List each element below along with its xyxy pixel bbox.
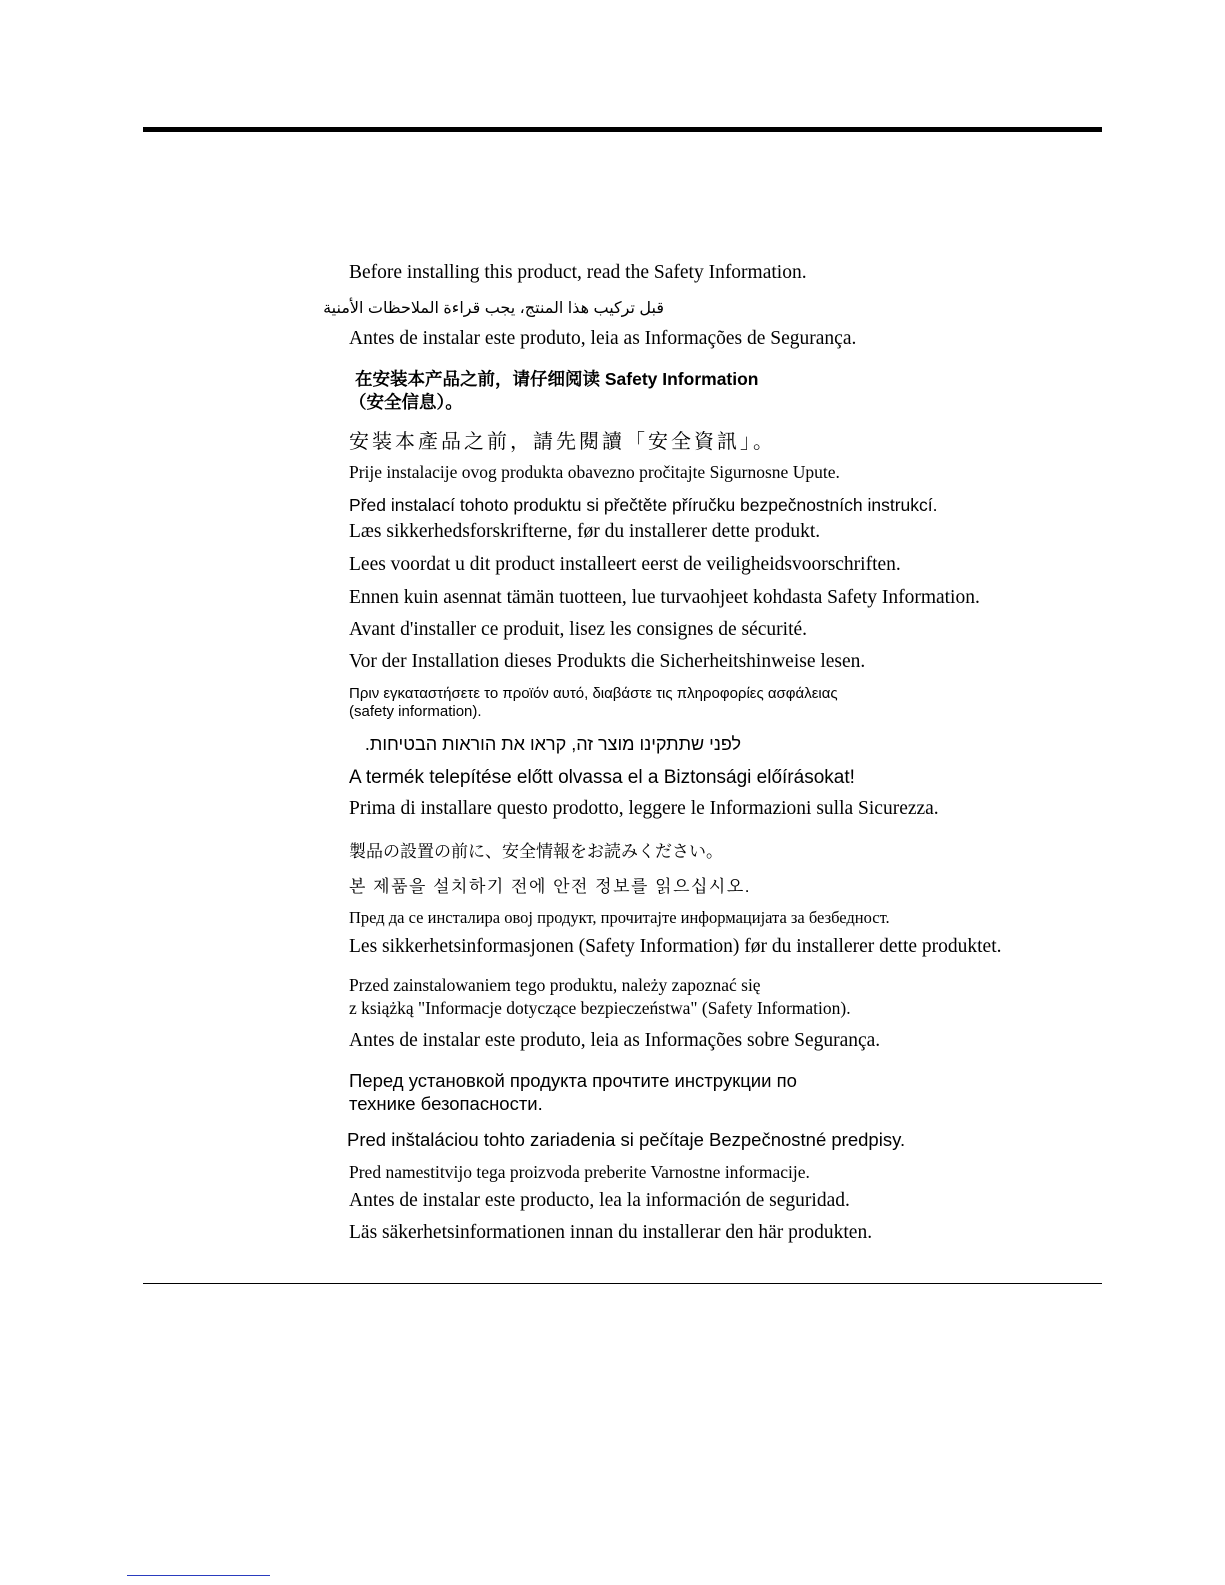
- safety-line-english: Before installing this product, read the Safety Information.: [349, 262, 807, 283]
- safety-line-portuguese: Antes de instalar este produto, leia as Informações sobre Segurança.: [349, 1030, 881, 1051]
- safety-line-greek-2: (safety information).: [349, 703, 482, 720]
- safety-line-dutch: Lees voordat u dit product installeert eerst de veiligheidsvoorschriften.: [349, 554, 901, 575]
- safety-line-chinese-simplified-2: （安全信息）。: [349, 392, 463, 412]
- safety-line-russian-2: технике безопасности.: [349, 1093, 543, 1114]
- safety-line-macedonian: Пред да се инсталира овој продукт, прочитајте информацијата за безбедност.: [349, 908, 890, 927]
- safety-line-polish-2: z książką "Informacje dotyczące bezpieczeństwa" (Safety Information).: [349, 998, 851, 1018]
- safety-line-croatian: Prije instalacije ovog produkta obavezno pročitajte Sigurnosne Upute.: [349, 462, 840, 482]
- safety-line-japanese: 製品の設置の前に、安全情報をお読みください。: [349, 842, 723, 861]
- safety-line-norwegian: Les sikkerhetsinformasjonen (Safety Information) før du installerer dette produktet.: [349, 936, 1002, 957]
- safety-line-korean: 본 제품을 설치하기 전에 안전 정보를 읽으십시오.: [349, 877, 752, 896]
- safety-line-swedish: Läs säkerhetsinformationen innan du installerar den här produkten.: [349, 1222, 873, 1243]
- safety-line-russian-1: Перед установкой продукта прочтите инструкции по: [349, 1070, 797, 1091]
- safety-line-slovenian: Pred namestitvijo tega proizvoda preberite Varnostne informacije.: [349, 1162, 810, 1182]
- safety-line-slovak: Pred inštaláciou tohto zariadenia si pečítaje Bezpečnostné predpisy.: [347, 1129, 906, 1150]
- footer-link-underline: [127, 1575, 270, 1576]
- safety-line-finnish: Ennen kuin asennat tämän tuotteen, lue turvaohjeet kohdasta Safety Information.: [349, 587, 980, 608]
- safety-line-hebrew: לפני שתתקינו מוצר זה, קראו את הוראות הבטיחות.: [364, 734, 741, 754]
- safety-line-portuguese-br: Antes de instalar este produto, leia as Informações de Segurança.: [349, 328, 857, 349]
- safety-line-danish: Læs sikkerhedsforskrifterne, før du installerer dette produkt.: [349, 521, 821, 542]
- safety-line-spanish: Antes de instalar este producto, lea la información de seguridad.: [349, 1190, 850, 1211]
- safety-line-italian: Prima di installare questo prodotto, leggere le Informazioni sulla Sicurezza.: [349, 798, 939, 819]
- safety-line-chinese-traditional: 安装本產品之前，請先閱讀「安全資訊」。: [349, 431, 776, 453]
- safety-line-polish-1: Przed zainstalowaniem tego produktu, należy zapoznać się: [349, 975, 761, 995]
- safety-line-czech: Před instalací tohoto produktu si přečtěte příručku bezpečnostních instrukcí.: [349, 495, 938, 515]
- safety-line-greek-1: Πριν εγκαταστήσετε το προϊόν αυτό, διαβάστε τις πληροφορίες ασφάλειας: [349, 685, 838, 702]
- safety-line-french: Avant d'installer ce produit, lisez les consignes de sécurité.: [349, 619, 808, 640]
- safety-line-arabic: قبل تركيب هذا المنتج، يجب قراءة الملاحظات الأمنية: [323, 300, 664, 317]
- bottom-rule: [143, 1283, 1102, 1284]
- safety-line-hungarian: A termék telepítése előtt olvassa el a Biztonsági előírásokat!: [349, 767, 855, 788]
- safety-line-chinese-simplified-1: 在安装本产品之前，请仔细阅读 Safety Information: [355, 369, 759, 389]
- top-rule: [143, 127, 1102, 132]
- safety-line-german: Vor der Installation dieses Produkts die Sicherheitshinweise lesen.: [349, 651, 866, 672]
